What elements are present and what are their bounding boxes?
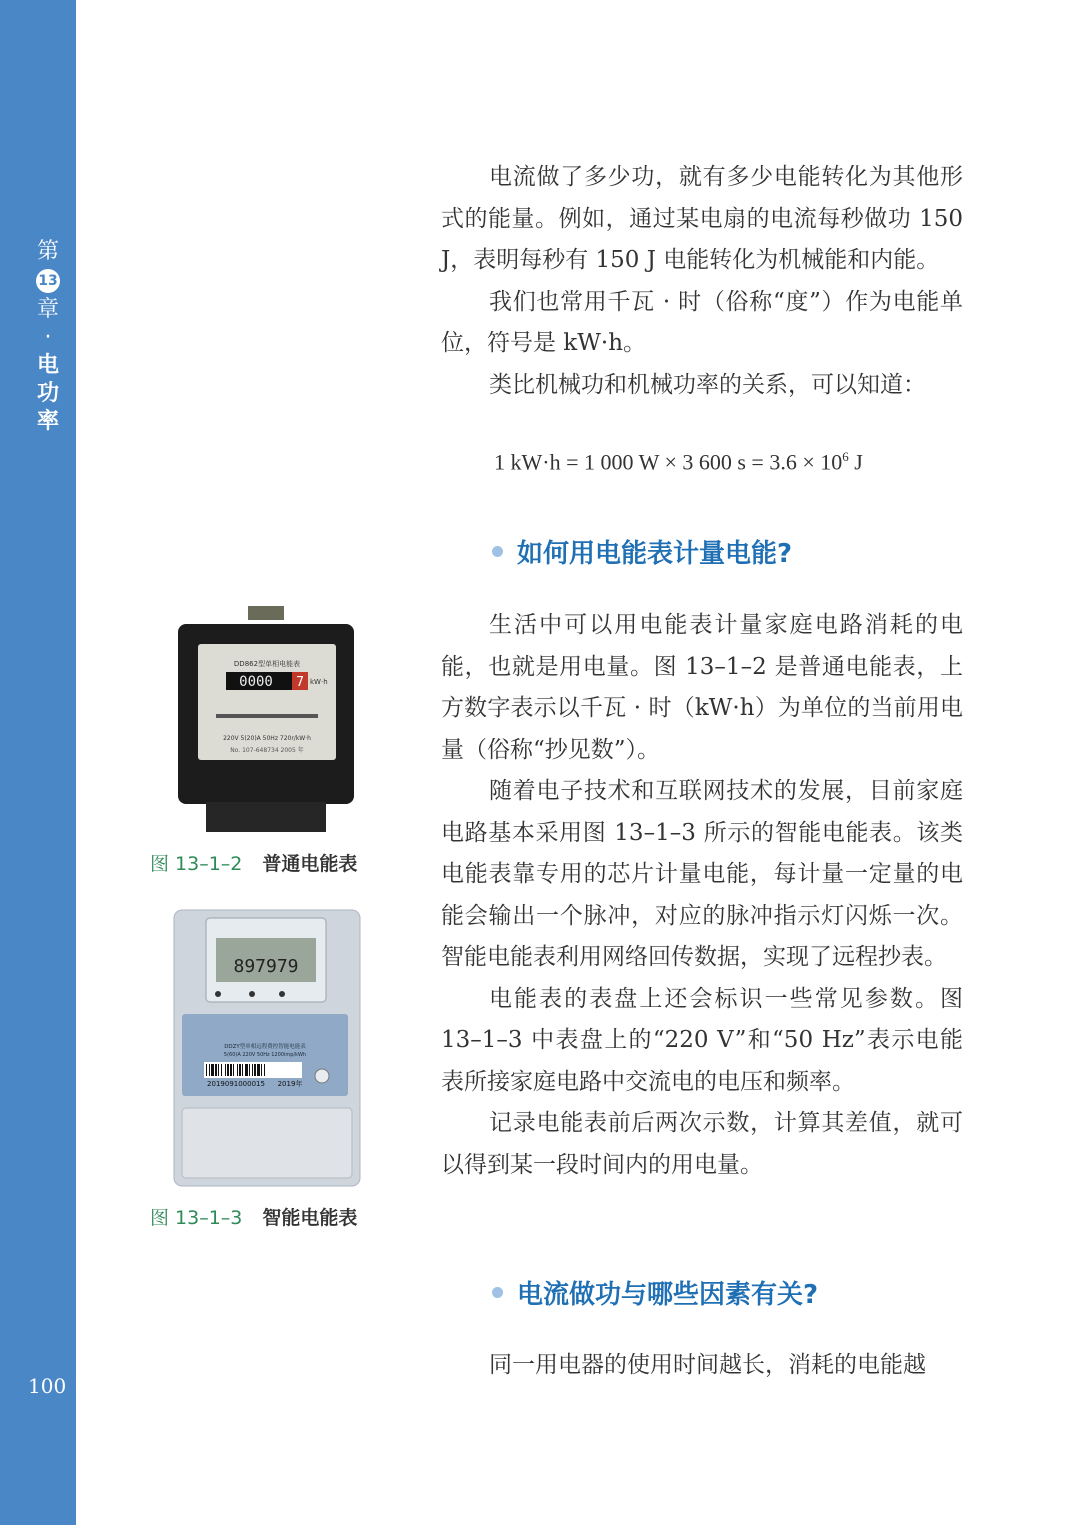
meter-text xyxy=(441,605,963,1186)
figure-title: 智能电能表 xyxy=(262,1207,358,1229)
barcode-stripe xyxy=(261,1064,262,1076)
figure-caption-ordinary-meter xyxy=(150,849,357,876)
chapter-dot: · xyxy=(44,325,52,350)
smart-meter-lcd-reading: 897979 xyxy=(233,956,299,977)
smart-meter-photo xyxy=(172,908,362,1188)
figure-caption-smart-meter xyxy=(150,1203,357,1230)
meter-unit-label: kW·h xyxy=(310,678,328,686)
barcode-stripe xyxy=(245,1064,248,1076)
barcode-stripe xyxy=(215,1064,217,1076)
barcode-stripe xyxy=(237,1064,238,1076)
barcode-stripe xyxy=(218,1064,219,1076)
chapter-label xyxy=(24,238,72,436)
barcode-stripe xyxy=(242,1064,243,1076)
paragraph: 记录电能表前后两次示数，计算其差值，就可以得到某一段时间内的用电量。 xyxy=(441,1110,963,1178)
chapter-side-band xyxy=(0,0,76,1525)
meter-counter-digits: 0000 xyxy=(239,674,273,690)
paragraph: 同一用电器的使用时间越长，消耗的电能越 xyxy=(489,1352,926,1378)
page-number: 100 xyxy=(28,1374,67,1398)
bullet-dot-icon xyxy=(492,1287,503,1298)
section-heading-factors xyxy=(492,1274,818,1311)
chapter-suffix: 章 xyxy=(36,297,59,322)
barcode-stripe xyxy=(225,1064,226,1076)
paragraph: 生活中可以用电能表计量家庭电路消耗的电能，也就是用电量。图 13–1–2 是普通电能表，上方数字表示以千瓦 · 时（kW·h）为单位的当前用电量（俗称“抄见数”）。 xyxy=(441,612,963,763)
barcode-stripe xyxy=(233,1064,234,1076)
chapter-prefix: 第 xyxy=(36,239,59,264)
meter-specs-label: 220V 5(20)A 50Hz 720r/kW·h xyxy=(223,735,311,742)
barcode-stripe xyxy=(257,1064,260,1076)
section-heading-meter xyxy=(492,533,792,570)
meter-counter-last-digit: 7 xyxy=(296,675,304,690)
figure-number: 图 13–1–3 xyxy=(150,1207,243,1229)
ordinary-meter-photo xyxy=(176,606,356,836)
chapter-title-char-1: 电 xyxy=(36,353,59,378)
chapter-title-char-2: 功 xyxy=(36,381,59,406)
indicator-light-icon xyxy=(279,991,285,997)
barcode-stripe xyxy=(230,1064,232,1076)
paragraph: 电能表的表盘上还会标识一些常见参数。图 13–1–3 中表盘上的“220 V”和“50 Hz”表示电能表所接家庭电路中交流电的电压和频率。 xyxy=(441,985,963,1095)
figure-title: 普通电能表 xyxy=(262,853,358,875)
meter-serial-label: No. 107-648734 2005 年 xyxy=(230,747,304,754)
barcode-stripe xyxy=(249,1064,250,1076)
section-heading-text: 电流做功与哪些因素有关? xyxy=(517,1280,819,1310)
indicator-light-icon xyxy=(215,991,221,997)
smart-meter-terminal-cover xyxy=(182,1108,352,1178)
formula-exponent: 6 xyxy=(842,449,849,464)
factors-text xyxy=(441,1345,963,1387)
bullet-dot-icon xyxy=(492,546,503,557)
energy-formula xyxy=(494,449,863,475)
paragraph: 随着电子技术和互联网技术的发展，目前家庭电路基本采用图 13–1–3 所示的智能电能表。该类电能表靠专用的芯片计量电能，每计量一定量的电能会输出一个脉冲，对应的脉冲指示灯闪烁一次。智能电能表利用网络回传数据，实现了远程抄表。 xyxy=(441,778,963,970)
chapter-title-char-3: 率 xyxy=(36,409,59,434)
paragraph: 我们也常用千瓦 · 时（俗称“度”）作为电能单位，符号是 kW·h。 xyxy=(441,288,963,356)
barcode-stripe xyxy=(209,1064,210,1076)
barcode-stripe xyxy=(239,1064,241,1076)
smart-meter-model-label: DDZY型单相远程费控智能电能表 xyxy=(224,1044,306,1050)
button-icon xyxy=(315,1069,329,1083)
barcode-stripe xyxy=(254,1064,256,1076)
barcode-stripe xyxy=(227,1064,229,1076)
intro-text xyxy=(441,157,963,406)
barcode-stripe xyxy=(221,1064,222,1076)
meter-model-label: DD862型单相电能表 xyxy=(233,660,301,668)
meter-top-terminal xyxy=(248,606,284,620)
formula-main: 1 kW·h = 1 000 W × 3 600 s = 3.6 × 10 xyxy=(494,449,843,475)
meter-terminal-cover xyxy=(206,802,326,832)
barcode-stripe xyxy=(206,1064,207,1076)
indicator-light-icon xyxy=(249,991,255,997)
barcode-stripe xyxy=(264,1064,265,1076)
smart-meter-specs-label: 5(60)A 220V 50Hz 1200imp/kWh xyxy=(223,1052,307,1058)
barcode-stripe xyxy=(211,1064,214,1076)
section-heading-text: 如何用电能表计量电能? xyxy=(517,539,793,569)
barcode-stripe xyxy=(252,1064,253,1076)
formula-unit: J xyxy=(848,449,863,475)
figure-number: 图 13–1–2 xyxy=(150,853,243,875)
paragraph: 类比机械功和机械功率的关系，可以知道： xyxy=(489,371,926,398)
barcode-number: 2019091000015 xyxy=(207,1080,265,1088)
paragraph: 电流做了多少功，就有多少电能转化为其他形式的能量。例如，通过某电扇的电流每秒做功 150 J，表明每秒有 150 J 电能转化为机械能和内能。 xyxy=(441,164,963,273)
chapter-number-badge: 13 xyxy=(36,269,60,293)
barcode-year: 2019年 xyxy=(277,1080,303,1088)
